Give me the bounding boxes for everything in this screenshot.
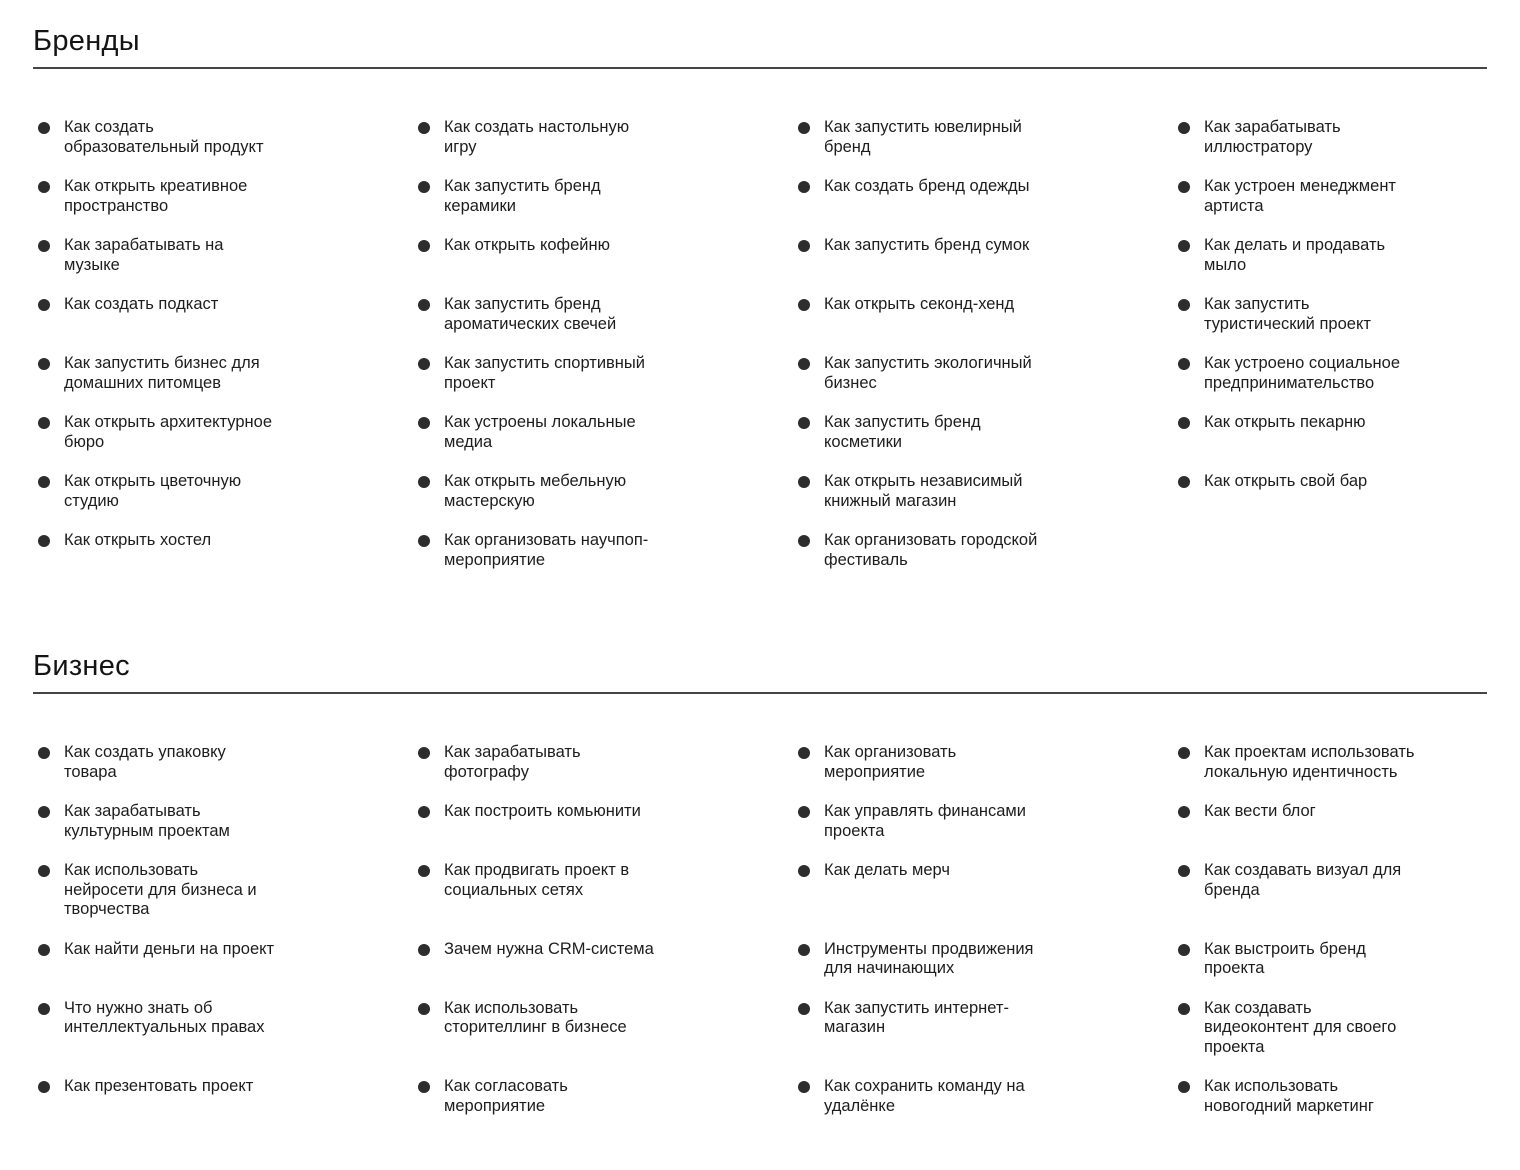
section-brands xyxy=(33,25,1487,570)
bullet-icon xyxy=(418,122,430,134)
list-item[interactable] xyxy=(33,861,347,920)
list-item[interactable] xyxy=(793,354,1107,393)
list-item-label: Как запустить интернет-магазин xyxy=(824,998,1009,1036)
list-item-label: Как выстроить бренд проекта xyxy=(1204,939,1366,977)
bullet-icon xyxy=(1178,747,1190,759)
list-item-label: Как вести блог xyxy=(1204,802,1316,820)
bullet-icon xyxy=(38,299,50,311)
section-title-brands: Бренды xyxy=(33,25,140,57)
list-item-label: Как запустить бренд керамики xyxy=(444,177,601,215)
bullet-icon xyxy=(1178,122,1190,134)
list-item[interactable] xyxy=(413,743,727,782)
bullet-icon xyxy=(418,1003,430,1015)
bullet-icon xyxy=(798,747,810,759)
list-item-label: Как зарабатывать на музыке xyxy=(64,236,224,274)
list-item[interactable] xyxy=(1173,118,1487,157)
bullet-icon xyxy=(38,417,50,429)
bullet-icon xyxy=(418,747,430,759)
bullet-icon xyxy=(1178,1003,1190,1015)
list-item[interactable] xyxy=(413,1077,727,1116)
list-item[interactable] xyxy=(33,354,347,393)
list-item[interactable] xyxy=(793,413,1107,452)
list-item-label: Как запустить бизнес для домашних питомцев xyxy=(64,354,260,392)
list-item-label: Как построить комьюнити xyxy=(444,802,641,820)
bullet-icon xyxy=(418,865,430,877)
bullet-icon xyxy=(1178,417,1190,429)
list-item-label: Как продвигать проект в социальных сетях xyxy=(444,861,630,899)
bullet-icon xyxy=(798,240,810,252)
list-item-label: Как управлять финансами проекта xyxy=(824,802,1026,840)
list-item-label: Как открыть архитектурное бюро xyxy=(64,413,272,451)
list-item-label: Как зарабатывать фотографу xyxy=(444,743,581,781)
list-item[interactable] xyxy=(413,413,727,452)
bullet-icon xyxy=(798,358,810,370)
bullet-icon xyxy=(38,1003,50,1015)
list-item[interactable] xyxy=(1173,802,1487,822)
list-item[interactable] xyxy=(793,999,1107,1038)
list-item-label: Как устроены локальные медиа xyxy=(444,413,636,451)
list-item-label: Как организовать научпоп-мероприятие xyxy=(444,531,649,569)
bullet-icon xyxy=(418,181,430,193)
bullet-icon xyxy=(798,535,810,547)
bullet-icon xyxy=(418,535,430,547)
bullet-icon xyxy=(798,944,810,956)
bullet-icon xyxy=(38,181,50,193)
bullet-icon xyxy=(798,806,810,818)
bullet-icon xyxy=(798,476,810,488)
bullet-icon xyxy=(798,122,810,134)
list-item[interactable] xyxy=(1173,999,1487,1058)
bullet-icon xyxy=(38,1081,50,1093)
section-list-brands xyxy=(33,118,1487,570)
list-item[interactable] xyxy=(1173,236,1487,275)
bullet-icon xyxy=(798,417,810,429)
list-item-label: Как создать настольную игру xyxy=(444,118,630,156)
list-item[interactable] xyxy=(33,940,347,960)
list-item[interactable] xyxy=(1173,354,1487,393)
section-list-business xyxy=(33,743,1487,1116)
list-item-label: Как запустить экологичный бизнес xyxy=(824,354,1032,392)
list-item[interactable] xyxy=(793,1077,1107,1116)
list-item[interactable] xyxy=(413,354,727,393)
section-business xyxy=(33,650,1487,1116)
list-item[interactable] xyxy=(793,531,1107,570)
bullet-icon xyxy=(418,1081,430,1093)
list-item-label: Как сохранить команду на удалёнке xyxy=(824,1077,1025,1115)
list-item-label: Как делать мерч xyxy=(824,861,950,879)
bullet-icon xyxy=(1178,181,1190,193)
list-item[interactable] xyxy=(1173,861,1487,900)
bullet-icon xyxy=(418,358,430,370)
list-item-label: Как использовать новогодний маркетинг xyxy=(1204,1077,1374,1115)
bullet-icon xyxy=(798,865,810,877)
section-divider xyxy=(33,67,1487,69)
list-item[interactable] xyxy=(1173,940,1487,979)
list-item-label: Как запустить бренд косметики xyxy=(824,413,981,451)
bullet-icon xyxy=(418,299,430,311)
bullet-icon xyxy=(798,1003,810,1015)
list-item[interactable] xyxy=(33,743,347,782)
list-item[interactable] xyxy=(1173,1077,1487,1116)
bullet-icon xyxy=(798,181,810,193)
list-item[interactable] xyxy=(413,999,727,1038)
list-item-label: Как создавать видеоконтент для своего проекта xyxy=(1204,998,1397,1056)
list-item[interactable] xyxy=(413,472,727,511)
list-item[interactable] xyxy=(1173,472,1487,492)
list-item[interactable] xyxy=(33,236,347,275)
list-item-label: Как создать упаковку товара xyxy=(64,743,226,781)
bullet-icon xyxy=(418,417,430,429)
list-item-label: Как устроено социальное предпринимательство xyxy=(1204,354,1401,392)
list-item-label: Как открыть креативное пространство xyxy=(64,177,248,215)
list-item[interactable] xyxy=(33,295,347,315)
list-item-label: Как создать бренд одежды xyxy=(824,177,1030,195)
list-item[interactable] xyxy=(413,295,727,334)
list-item-label: Как найти деньги на проект xyxy=(64,939,275,958)
list-item-label: Как создать образовательный продукт xyxy=(64,118,264,156)
list-item[interactable] xyxy=(1173,295,1487,334)
list-item-label: Как создавать визуал для бренда xyxy=(1204,861,1402,899)
list-item[interactable] xyxy=(793,236,1107,256)
list-item-label: Как согласовать мероприятие xyxy=(444,1077,568,1115)
bullet-icon xyxy=(1178,476,1190,488)
list-item-label: Как организовать мероприятие xyxy=(824,743,957,781)
list-item[interactable] xyxy=(793,802,1107,841)
list-item[interactable] xyxy=(413,802,727,822)
list-item-label: Как презентовать проект xyxy=(64,1077,254,1095)
list-item[interactable] xyxy=(33,118,347,157)
list-item[interactable] xyxy=(1173,743,1487,782)
list-item-label: Как зарабатывать иллюстратору xyxy=(1204,118,1341,156)
list-item-label: Как запустить ювелирный бренд xyxy=(824,118,1022,156)
list-item[interactable] xyxy=(33,1077,347,1097)
bullet-icon xyxy=(1178,865,1190,877)
bullet-icon xyxy=(38,944,50,956)
list-item-label: Как открыть свой бар xyxy=(1204,472,1368,490)
list-item[interactable] xyxy=(793,861,1107,881)
list-item-label: Как запустить туристический проект xyxy=(1204,295,1371,333)
list-item-label: Как устроен менеджмент артиста xyxy=(1204,177,1396,215)
bullet-icon xyxy=(1178,1081,1190,1093)
bullet-icon xyxy=(38,865,50,877)
list-item-label: Как открыть секонд-хенд xyxy=(824,295,1015,313)
list-item[interactable] xyxy=(33,531,347,551)
bullet-icon xyxy=(418,944,430,956)
list-item[interactable] xyxy=(413,861,727,900)
list-item[interactable] xyxy=(33,999,347,1038)
list-item-label: Как открыть мебельную мастерскую xyxy=(444,472,627,510)
list-item-label: Как создать подкаст xyxy=(64,295,219,313)
list-item-label: Как открыть кофейню xyxy=(444,236,610,254)
list-item[interactable] xyxy=(33,177,347,216)
list-item[interactable] xyxy=(793,743,1107,782)
bullet-icon xyxy=(38,122,50,134)
list-item[interactable] xyxy=(33,802,347,841)
list-item[interactable] xyxy=(793,472,1107,511)
list-item-label: Как открыть независимый книжный магазин xyxy=(824,472,1023,510)
list-item[interactable] xyxy=(413,236,727,256)
list-item-label: Зачем нужна CRM-система xyxy=(444,939,654,958)
list-item-label: Как зарабатывать культурным проектам xyxy=(64,802,230,840)
bullet-icon xyxy=(1178,806,1190,818)
bullet-icon xyxy=(1178,299,1190,311)
list-item-label: Что нужно знать об интеллектуальных правах xyxy=(64,998,265,1036)
section-divider xyxy=(33,692,1487,694)
list-item[interactable] xyxy=(793,295,1107,315)
list-item[interactable] xyxy=(33,472,347,511)
list-item-label: Как использовать нейросети для бизнеса и творчества xyxy=(64,861,257,918)
list-item[interactable] xyxy=(1173,413,1487,433)
list-item-label: Как запустить бренд ароматических свечей xyxy=(444,295,617,333)
bullet-icon xyxy=(38,747,50,759)
bullet-icon xyxy=(418,476,430,488)
bullet-icon xyxy=(1178,358,1190,370)
list-item[interactable] xyxy=(33,413,347,452)
list-item[interactable] xyxy=(793,177,1107,197)
list-item-label: Как открыть пекарню xyxy=(1204,413,1366,431)
list-item[interactable] xyxy=(793,940,1107,979)
list-item-label: Инструменты продвижения для начинающих xyxy=(824,939,1034,977)
bullet-icon xyxy=(418,806,430,818)
bullet-icon xyxy=(798,299,810,311)
bullet-icon xyxy=(38,358,50,370)
list-item-label: Как запустить спортивный проект xyxy=(444,354,645,392)
bullet-icon xyxy=(1178,240,1190,252)
bullet-icon xyxy=(798,1081,810,1093)
bullet-icon xyxy=(38,240,50,252)
list-item-label: Как делать и продавать мыло xyxy=(1204,236,1386,274)
list-item[interactable] xyxy=(413,940,727,960)
bullet-icon xyxy=(38,535,50,547)
bullet-icon xyxy=(38,476,50,488)
list-item[interactable] xyxy=(793,118,1107,157)
list-item-label: Как проектам использовать локальную идентичность xyxy=(1204,743,1415,781)
list-item[interactable] xyxy=(413,177,727,216)
list-item-label: Как организовать городской фестиваль xyxy=(824,531,1038,569)
section-title-business: Бизнес xyxy=(33,650,130,682)
list-item[interactable] xyxy=(413,531,727,570)
list-item-label: Как запустить бренд сумок xyxy=(824,236,1030,254)
list-item-label: Как использовать сторителлинг в бизнесе xyxy=(444,998,627,1036)
list-item-label: Как открыть хостел xyxy=(64,531,212,549)
bullet-icon xyxy=(1178,944,1190,956)
list-item[interactable] xyxy=(413,118,727,157)
list-item[interactable] xyxy=(1173,177,1487,216)
list-item-label: Как открыть цветочную студию xyxy=(64,472,242,510)
bullet-icon xyxy=(38,806,50,818)
bullet-icon xyxy=(418,240,430,252)
